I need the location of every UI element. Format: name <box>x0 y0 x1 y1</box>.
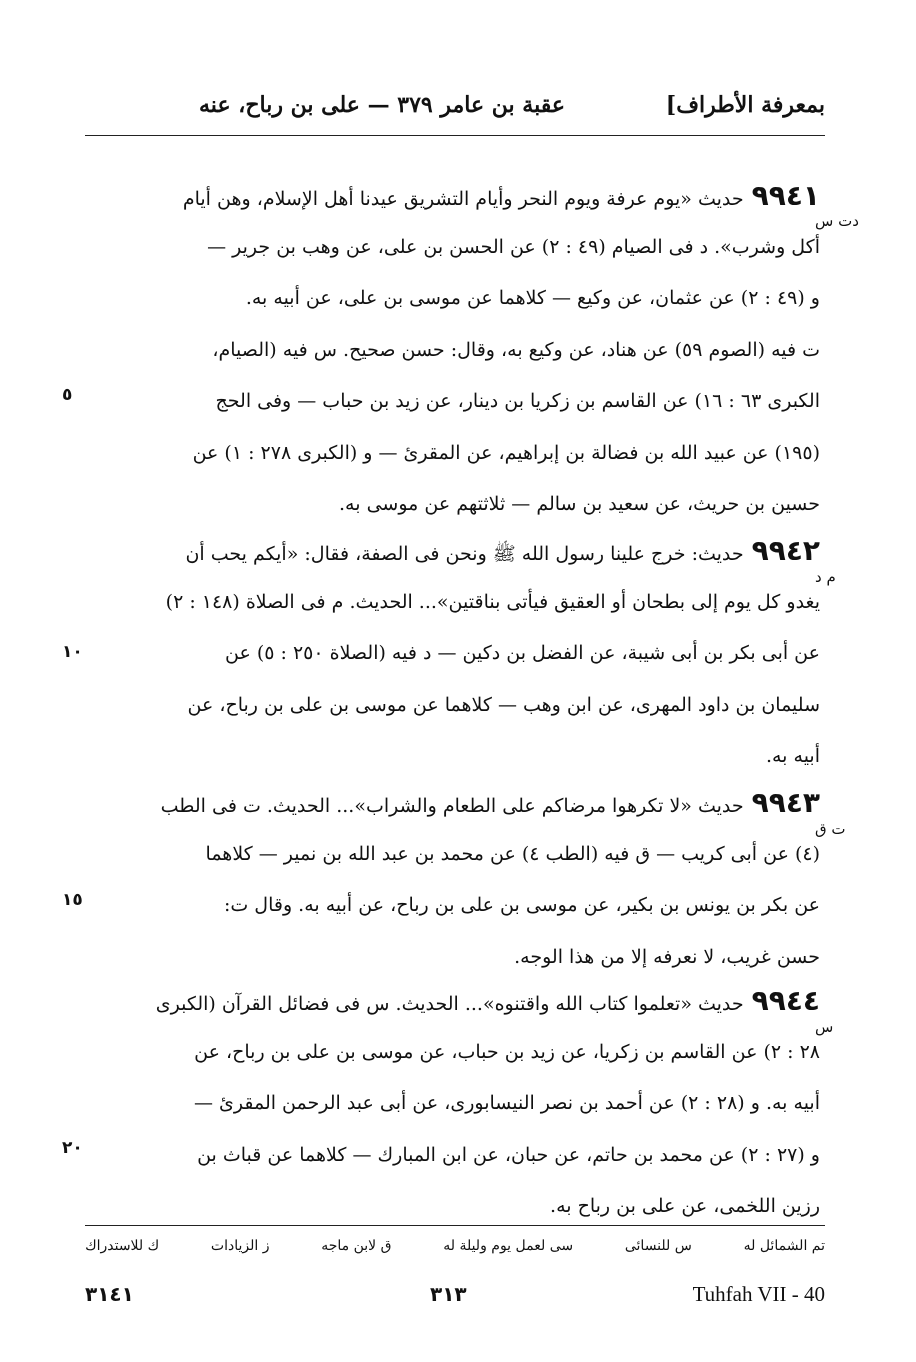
hadith-line: ٩٩٤٣حديث «لا تكرهوا مرضاكم على الطعام والشراب»... الحديث. ت فى الطب <box>160 786 820 819</box>
hadith-line: ٩٩٤٤حديث «تعلموا كتاب الله واقتنوه»... الحديث. س فى فضائل القرآن (الكبرى <box>155 984 820 1017</box>
hadith-line: عن بكر بن يونس بن بكير، عن موسى بن على بن رباح، عن أبيه به. وقال ت: <box>223 894 820 916</box>
legend-item: ك للاستدراك <box>85 1238 160 1254</box>
hadith-number: ٩٩٤٤ <box>751 984 820 1017</box>
hadith-entry <box>95 777 820 983</box>
hadith-line: عن أبى بكر بن أبى شيبة، عن الفضل بن دكين — د فيه (الصلاة ٢٥٠ : ٥) عن <box>225 642 820 664</box>
hadith-entry <box>95 975 820 1233</box>
running-header <box>85 92 825 132</box>
footer-volume-page: ٣١٤١ <box>85 1282 134 1306</box>
hadith-line: رزين اللخمى، عن على بن رباح به. <box>550 1195 820 1217</box>
legend-item: ز الزيادات <box>210 1238 270 1254</box>
line-number: ٢٠ <box>62 1138 83 1158</box>
margin-siglum: م د <box>815 568 836 586</box>
hadith-entry <box>95 525 820 783</box>
margin-siglum: س <box>815 1018 834 1036</box>
header-chapter-title: عقبة بن عامر ٣٧٩ — على بن رباح، عنه <box>199 92 565 118</box>
hadith-line: الكبرى ٦٣ : ١٦) عن القاسم بن زكريا بن دينار، عن زيد بن حباب — وفى الحج <box>215 390 820 412</box>
hadith-line: حسن غريب، لا نعرفه إلا من هذا الوجه. <box>514 945 820 968</box>
hadith-line: أبيه به. و (٢٨ : ٢) عن أحمد بن نصر النيسابورى، عن أبى عبد الرحمن المقرئ — <box>193 1092 820 1114</box>
hadith-line: ٩٩٤١حديث «يوم عرفة ويوم النحر وأيام التشريق عيدنا أهل الإسلام، وهن أيام <box>182 179 820 212</box>
page-number: ٣١٣ <box>430 1282 467 1306</box>
hadith-line: أبيه به. <box>765 745 820 767</box>
line-number: ١٠ <box>62 642 83 662</box>
sigla-legend <box>85 1238 825 1268</box>
header-rule <box>85 135 825 136</box>
hadith-line: و (٤٩ : ٢) عن عثمان، عن وكيع — كلاهما عن موسى بن على، عن أبيه به. <box>245 287 820 309</box>
hadith-line: يغدو كل يوم إلى بطحان أو العقيق فيأتى بناقتين»... الحديث. م فى الصلاة (١٤٨ : ٢) <box>165 590 820 613</box>
header-section-title: بمعرفة الأطراف] <box>665 92 825 118</box>
legend-item: سى لعمل يوم وليلة له <box>443 1238 574 1254</box>
hadith-line: أكل وشرب». د فى الصيام (٤٩ : ٢) عن الحسن بن على، عن وهب بن جرير — <box>207 235 820 258</box>
legend-item: تم الشمائل له <box>743 1238 825 1254</box>
hadith-line: ت فيه (الصوم ٥٩) عن هناد، عن وكيع به، وقال: حسن صحيح. س فيه (الصيام، <box>212 338 820 361</box>
margin-siglum: ت ق <box>815 820 846 838</box>
hadith-line: حسين بن حريث، عن سعيد بن سالم — ثلاثتهم عن موسى به. <box>339 493 820 515</box>
hadith-line: (١٩٥) عن عبيد الله بن فضالة بن إبراهيم، عن المقرئ — و (الكبرى ٢٧٨ : ١) عن <box>192 441 820 464</box>
hadith-line: و (٢٧ : ٢) عن محمد بن حاتم، عن حبان، عن ابن المبارك — كلاهما عن قباث بن <box>197 1143 820 1166</box>
footer-signature: Tuhfah VII - 40 <box>692 1282 825 1306</box>
hadith-number: ٩٩٤٢ <box>751 534 820 567</box>
page-footer <box>85 1282 825 1312</box>
hadith-number: ٩٩٤١ <box>751 179 820 212</box>
hadith-entry <box>95 170 820 531</box>
legend-item: س للنسائى <box>624 1238 692 1254</box>
hadith-line: ٢٨ : ٢) عن القاسم بن زكريا، عن زيد بن حباب، عن موسى بن على بن رباح، عن <box>194 1040 820 1063</box>
hadith-line: ٩٩٤٢حديث: خرج علينا رسول الله ﷺ ونحن فى الصفة، فقال: «أيكم يحب أن <box>185 534 820 567</box>
line-number: ٥ <box>62 385 73 405</box>
margin-siglum: دت س <box>815 212 859 230</box>
hadith-line: سليمان بن داود المهرى، عن ابن وهب — كلاهما عن موسى بن على بن رباح، عن <box>187 693 820 716</box>
hadith-number: ٩٩٤٣ <box>751 786 820 819</box>
legend-item: ق لابن ماجه <box>321 1238 392 1254</box>
hadith-line: (٤) عن أبى كريب — ق فيه (الطب ٤) عن محمد بن عبد الله بن نمير — كلاهما <box>205 842 820 865</box>
line-number: ١٥ <box>62 890 83 910</box>
footer-rule <box>85 1225 825 1226</box>
